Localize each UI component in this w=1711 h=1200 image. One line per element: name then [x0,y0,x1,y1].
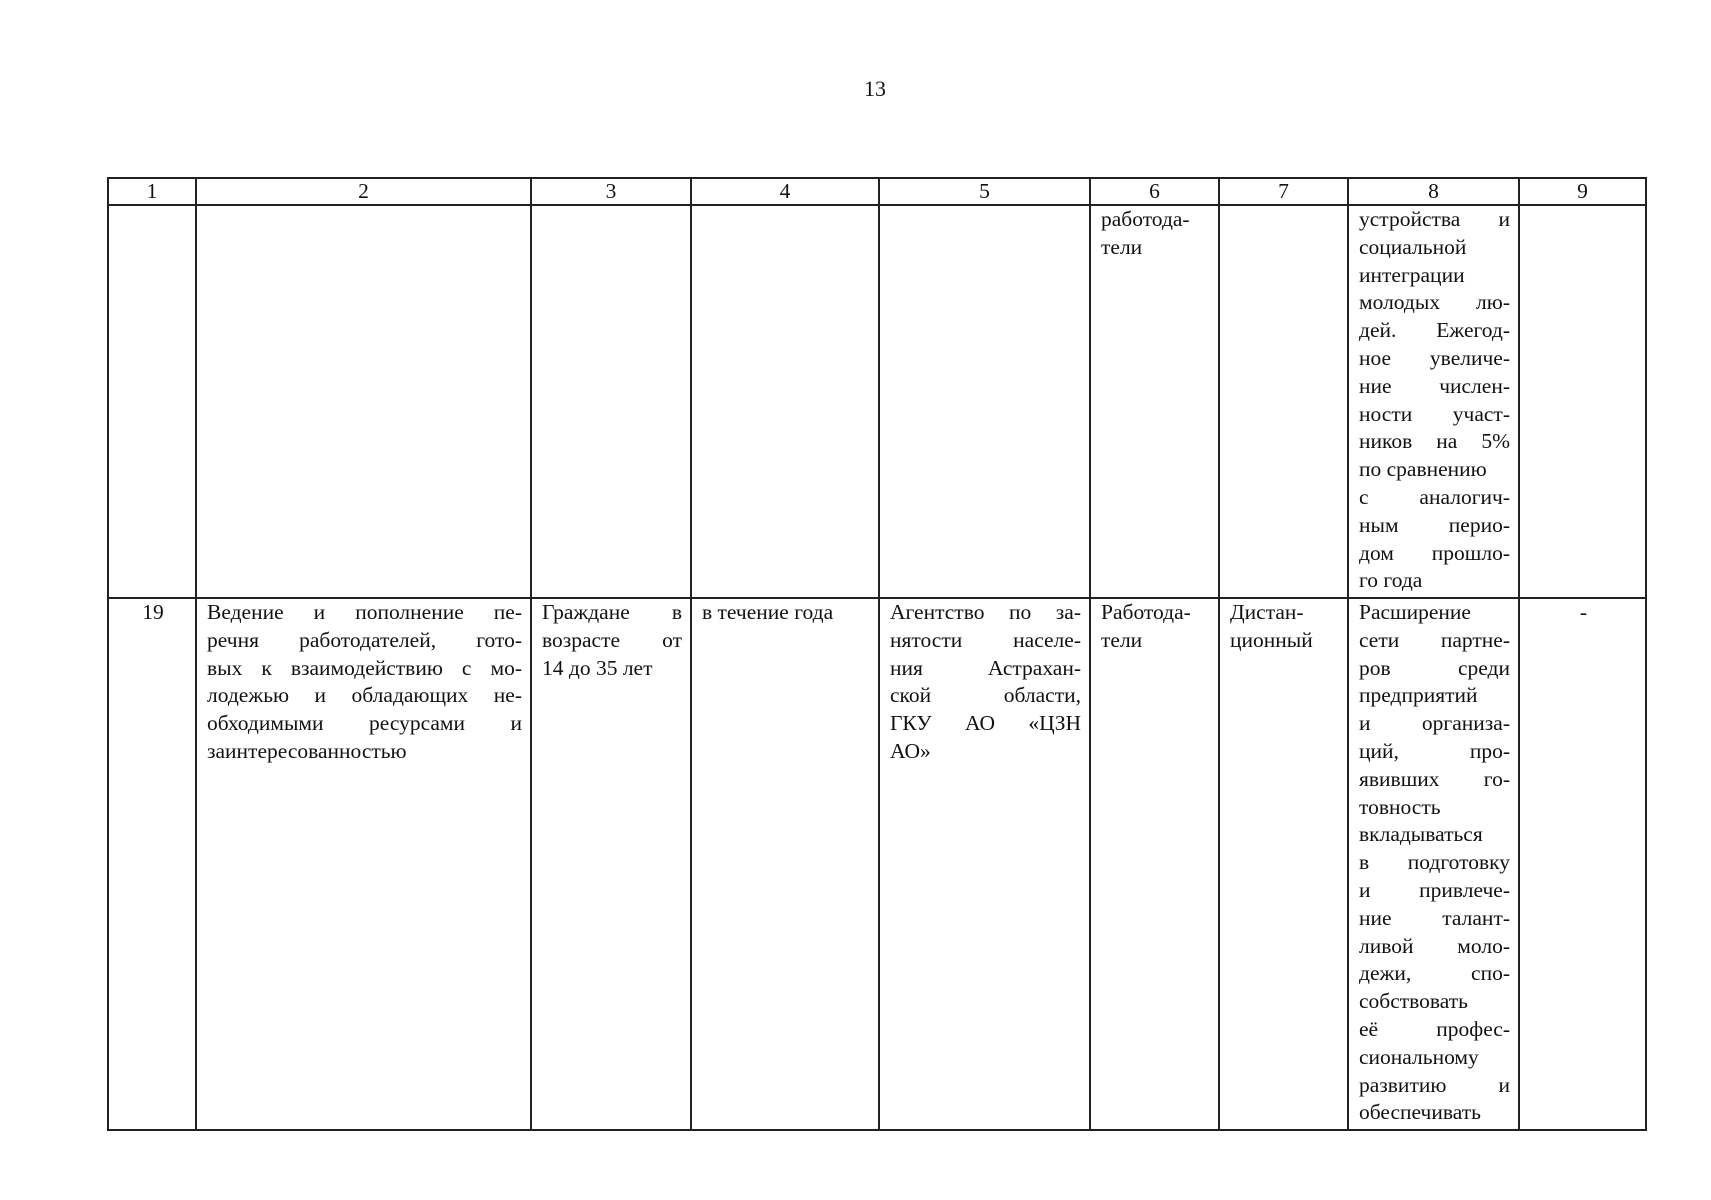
cell-line: её профес- [1359,1016,1510,1041]
cell-line: речня работодателей, гото- [207,627,522,652]
cell-line: ние талант- [1359,905,1510,930]
cell-participants [531,205,691,598]
cell-line: вкладываться [1359,822,1483,847]
column-header-7: 7 [1219,178,1348,205]
cell-line: обеспечивать [1359,1100,1481,1125]
cell-line: дей. Ежегод- [1359,318,1510,343]
cell-number: 19 [108,598,196,1130]
column-header-3: 3 [531,178,691,205]
cell-line: молодых лю- [1359,290,1510,315]
cell-activity [196,598,531,1130]
cell-line: и привлече- [1359,877,1510,902]
cell-line: Расширение [1359,600,1471,624]
cell-responsible [879,205,1090,598]
cell-line: ников на 5% [1359,429,1510,454]
cell-line: сети партне- [1359,627,1510,652]
cell-line: Ведение и пополнение пе- [207,600,522,624]
cell-line: ской области, [890,683,1081,708]
table-row-19 [108,598,1646,1130]
cell-number [108,205,196,598]
cell-line: Граждане в [542,600,682,624]
cell-line: лодежью и обладающих не- [207,683,522,708]
cell-participants [531,598,691,1130]
cell-line: в течение года [702,600,834,624]
cell-line: ным перио- [1359,512,1510,537]
cell-note: - [1519,598,1646,1130]
cell-line: заинтересованностью [207,738,407,763]
column-header-1: 1 [108,178,196,205]
cell-line: товность [1359,794,1441,819]
cell-line: ций, про- [1359,738,1510,763]
cell-result [1348,598,1519,1130]
cell-result [1348,205,1519,598]
cell-line: АО» [890,738,931,763]
cell-line: Агентство по за- [890,600,1081,624]
column-header-6: 6 [1090,178,1219,205]
cell-note [1519,205,1646,598]
column-header-4: 4 [691,178,879,205]
cell-line: работода- [1101,207,1190,231]
cell-period [691,598,879,1130]
cell-line: явивших го- [1359,766,1510,791]
cell-partners [1090,598,1219,1130]
cell-line: ров среди [1359,655,1510,680]
cell-line: го года [1359,568,1423,593]
cell-format [1219,598,1348,1130]
column-header-2: 2 [196,178,531,205]
cell-line: тели [1101,234,1143,259]
cell-line: устройства и [1359,207,1510,231]
page-number: 13 [864,76,886,101]
column-header-5: 5 [879,178,1090,205]
cell-responsible [879,598,1090,1130]
cell-line: с аналогич- [1359,484,1510,509]
column-number-row [108,178,1646,205]
cell-line: социальной [1359,234,1467,259]
cell-line: ГКУ АО «ЦЗН [890,711,1081,736]
cell-period [691,205,879,598]
cell-line: нятости населе- [890,627,1081,652]
cell-line: сиональному [1359,1044,1479,1069]
cell-line: вых к взаимодействию с мо- [207,655,522,680]
cell-line: в подготовку [1359,850,1510,875]
column-header-9: 9 [1519,178,1646,205]
cell-line: Дистан- [1230,600,1304,624]
cell-line: предприятий [1359,683,1478,708]
cell-line: собствовать [1359,989,1468,1014]
cell-line: ности участ- [1359,401,1510,426]
cell-line: ное увеличе- [1359,345,1510,370]
cell-line: и организа- [1359,711,1510,736]
cell-line: тели [1101,627,1143,652]
cell-line: ционный [1230,627,1313,652]
plan-table [107,177,1647,1131]
table-row-continuation [108,205,1646,598]
column-header-8: 8 [1348,178,1519,205]
cell-line: возрасте от [542,627,682,652]
cell-line: дежи, спо- [1359,961,1510,986]
cell-line: по сравнению [1359,457,1487,482]
cell-activity [196,205,531,598]
cell-line: ния Астрахан- [890,655,1081,680]
cell-line: обходимыми ресурсами и [207,711,522,736]
cell-line: ние числен- [1359,373,1510,398]
cell-partners [1090,205,1219,598]
cell-line: 14 до 35 лет [542,655,653,680]
cell-line: развитию и [1359,1072,1510,1097]
cell-line: интеграции [1359,262,1465,287]
cell-format [1219,205,1348,598]
cell-line: ливой моло- [1359,933,1510,958]
cell-line: дом прошло- [1359,540,1510,565]
cell-line: Работода- [1101,600,1191,624]
